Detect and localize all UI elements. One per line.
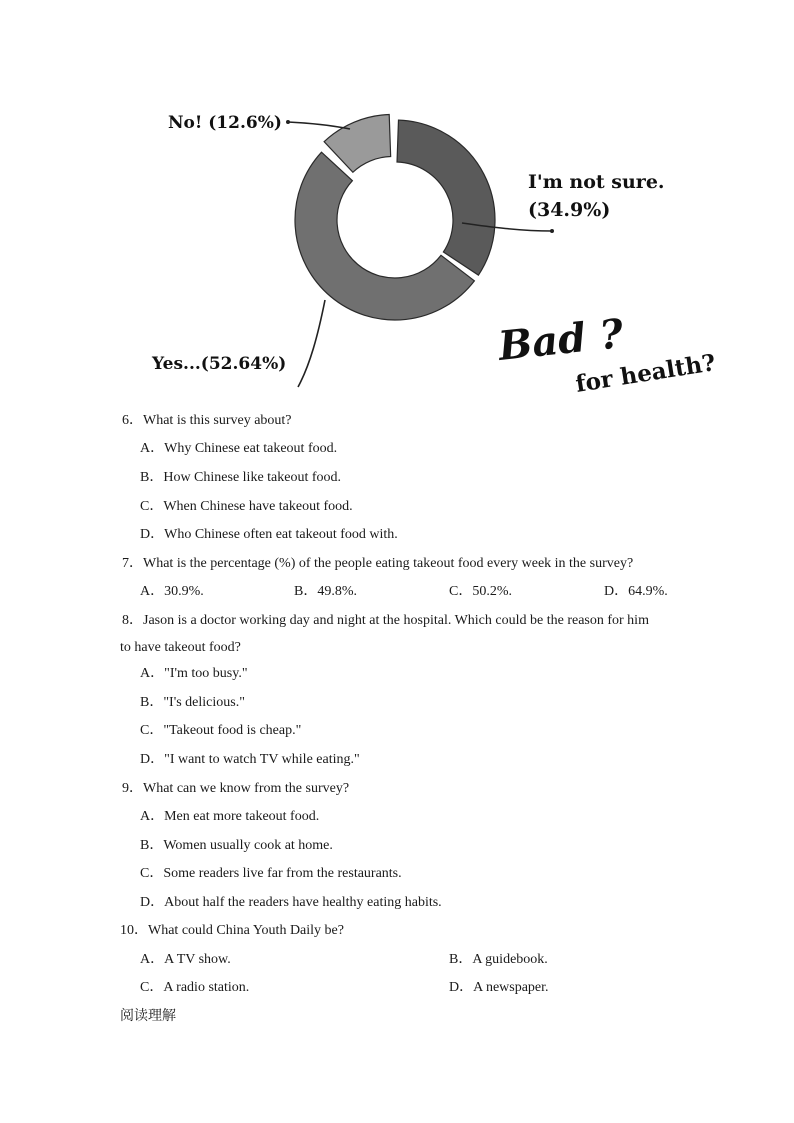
option-8a: A．"I'm too busy." [140,666,248,681]
option-7c: C．50.2%. [449,584,512,599]
option-9d: D．About half the readers have healthy eating habits. [140,895,442,910]
question-text: Jason is a doctor working day and night at the hospital. Which could be the reason for him [143,613,649,628]
question-number: 6． [122,413,143,428]
option-9b: B．Women usually cook at home. [140,838,333,853]
option-8c: C．"Takeout food is cheap." [140,723,302,738]
option-7a: A．30.9%. [140,584,204,599]
question-text: What can we know from the survey? [143,781,350,796]
label-not-sure: I'm not sure. [528,171,665,193]
option-7b: B．49.8%. [294,584,357,599]
question-text: What could China Youth Daily be? [148,923,344,938]
question-6 [122,412,292,430]
question-7 [122,555,633,573]
question-9 [122,780,349,798]
label-no: No! (12.6%) [168,113,282,133]
label-not-sure-value: (34.9%) [528,199,611,221]
section-heading: 阅读理解 [120,1008,176,1024]
leader-line-yes [298,300,325,387]
option-10a: A．A TV show. [140,952,231,967]
annotation-bad: Bad ? [496,310,626,370]
option-10b: B．A guidebook. [449,952,548,967]
option-8b: B．"I's delicious." [140,695,245,710]
question-text: What is the percentage (%) of the people eating takeout food every week in the survey? [143,556,634,571]
option-6b: B．How Chinese like takeout food. [140,470,342,485]
option-6a: A．Why Chinese eat takeout food. [140,441,338,456]
option-9a: A．Men eat more takeout food. [140,809,320,824]
option-9c: C．Some readers live far from the restaurants. [140,866,402,881]
question-text: What is this survey about? [143,413,292,428]
question-8 [122,612,649,630]
question-number: 7． [122,556,143,571]
question-8-continued: to have takeout food? [120,640,241,655]
option-10d: D．A newspaper. [449,980,549,995]
slice-not-sure [397,120,495,275]
leader-line-no [288,122,350,129]
survey-figure [140,95,720,415]
donut-chart [295,115,495,320]
question-number: 9． [122,781,143,796]
annotation-for-health: for health? [573,349,718,398]
option-10c: C．A radio station. [140,980,250,995]
option-6c: C．When Chinese have takeout food. [140,499,353,514]
option-7d: D．64.9%. [604,584,668,599]
option-6d: D．Who Chinese often eat takeout food with. [140,527,398,542]
label-yes: Yes...(52.64%) [152,354,287,374]
option-8d: D．"I want to watch TV while eating." [140,752,360,767]
question-number: 8． [122,613,143,628]
question-10 [120,922,344,940]
question-number: 10． [120,923,148,938]
